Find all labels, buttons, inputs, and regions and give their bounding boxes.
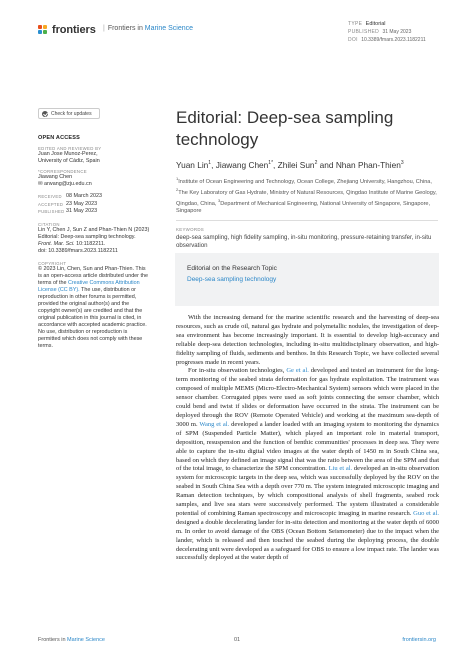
affil-num: 3 xyxy=(217,198,221,204)
author-sup: 3 xyxy=(400,160,404,167)
footer-journal-topic: Marine Science xyxy=(67,637,105,643)
text-run: For in-situ observation technologies, xyxy=(188,367,287,375)
citation-body: Lin Y, Chen J, Sun Z and Phan-Thien N (2023) Editorial: Deep-sea sampling technology. xyxy=(38,226,150,240)
text-run: developed an in-situ observation system for microscopic targets in the deep sea, which was successfully deployed by the ROV on the seabed in South China Sea with a depth over 770 m. The system integrated microscopic imaging and Raman detection techniques, by which compositional analysis of shell fragments, seabed rock samples, and live sea stars were successively performed. The system illustrated a considerable potential of combining Raman spectroscopy and microscopic imaging in marine research. xyxy=(176,465,439,517)
ref-wang-link[interactable]: Wang et al. xyxy=(199,420,230,428)
ref-ge-link[interactable]: Ge et al. xyxy=(286,367,309,375)
accepted-label: ACCEPTED xyxy=(38,201,64,207)
page-header xyxy=(0,0,474,60)
published-value: 31 May 2023 xyxy=(66,208,98,214)
article-header xyxy=(176,107,438,250)
check-updates-label: Check for updates xyxy=(51,110,92,117)
affil-num: 1 xyxy=(176,176,179,181)
published-value: 31 May 2023 xyxy=(382,29,412,35)
citation-text xyxy=(38,227,150,255)
text-run: developed a lander loaded with an imaging system to monitoring the dynamics of SPM (Suspended Particle Matter), which played an important role in material transport, deposition, resuspension and the function of benthic communities' processes in deep sea. They were able to capture the in-situ digital video images at the water depth of 1450 m in South China sea, based on which they defined an image signal that was the ratio between the area of the SPM and that of the total image, to characterize the SPM concentration. xyxy=(176,420,439,473)
article-dates xyxy=(38,193,150,216)
affiliations xyxy=(176,175,438,215)
received-value: 08 March 2023 xyxy=(66,193,102,199)
article-title: Editorial: Deep-sea sampling technology xyxy=(176,108,394,149)
divider xyxy=(176,220,438,221)
citation-label: CITATION xyxy=(38,221,60,227)
author-sup: 1* xyxy=(268,160,274,167)
keywords: deep-sea sampling, high fidelity sampling, in-situ monitoring, pressure-retaining transfer, in-situ observation xyxy=(176,233,432,249)
published-label: PUBLISHED xyxy=(38,209,65,214)
check-icon xyxy=(42,111,48,117)
author-name[interactable]: Nhan Phan-Thien xyxy=(335,160,401,170)
type-label: TYPE xyxy=(348,21,363,27)
keywords-label: KEYWORDS xyxy=(176,226,205,232)
copyright-label: COPYRIGHT xyxy=(38,260,67,266)
ref-guo-link[interactable]: Guo et al. xyxy=(413,509,439,517)
editor-affiliation: University of Cádiz, Spain xyxy=(38,158,100,164)
footer-journal-prefix: Frontiers in xyxy=(38,637,66,643)
paragraph: With the increasing demand for the marine scientific research and the harvesting of deep-sea resources, such as crude oil, natural gas hydrate and polymetallic nodules, the investigation of deep-sea environment has become increasingly important. It is essential to develop high-accuracy and reliable deep-sea detection technologies, including in-situ multidisciplinary observation, and high-fidelity sampling of fluids, sediments and benthos. In this Research Topic, we have collected several progresses made in recent years. xyxy=(176,314,439,366)
affil-num: 2 xyxy=(176,187,179,193)
text-run: designed a double decelerating lander for in-situ detection and monitoring at the water depth of 6000 m. In order to avoid damage of the OBS (Ocean Bottom Seismometer) due to the impact when the lander, which is released and then touched the seabed during the deploying process, the double decelerating unit were developed as a safeguard for OBS to ensure a low impact rate. The lander was successfully deployed at the water depth of xyxy=(176,518,439,562)
frontiers-logo-icon xyxy=(38,25,48,35)
cc-license-link[interactable]: Creative Commons Attribution License (CC BY). xyxy=(38,279,140,293)
doi-value[interactable]: 10.3389/fmars.2023.1182211 xyxy=(361,37,426,43)
affiliation-1: Institute of Ocean Engineering and Technology, Ocean College, Zhejiang University, Hangzhou, China, xyxy=(178,178,432,185)
edited-label: EDITED AND REVIEWED BY xyxy=(38,146,102,151)
journal-prefix: Frontiers in xyxy=(107,25,143,32)
frontiers-logo[interactable] xyxy=(38,24,96,36)
author-name[interactable]: Yuan Lin xyxy=(176,160,209,170)
affiliation-3: Department of Mechanical Engineering, National University of Singapore, Singapore, Singapore xyxy=(176,200,431,215)
article-meta xyxy=(348,20,426,44)
page-footer xyxy=(0,637,474,649)
author-name[interactable]: Jiawang Chen xyxy=(215,160,269,170)
divider: | xyxy=(103,25,105,32)
correspondence-email[interactable]: ✉ arwang@zju.edu.cn xyxy=(38,181,92,187)
citation-volume: 10:1182211. xyxy=(74,240,106,247)
editor-name: Juan Jose Munoz-Perez, xyxy=(38,151,98,157)
correspondence-name: Jiawang Chen xyxy=(38,174,73,180)
doi-label: DOI xyxy=(348,37,358,43)
check-for-updates-button[interactable] xyxy=(38,108,100,119)
article-body xyxy=(176,314,439,563)
author-sup: 2 xyxy=(314,160,318,167)
author-sup: 1 xyxy=(208,160,212,167)
accepted-value: 23 May 2023 xyxy=(66,200,98,207)
research-topic-box xyxy=(175,253,439,306)
journal-topic: Marine Science xyxy=(144,25,194,32)
author-name[interactable]: Zhilei Sun xyxy=(277,160,315,170)
sidebar xyxy=(38,108,150,350)
topic-label: Editorial on the Research Topic xyxy=(187,265,277,272)
footer-site-link[interactable]: frontiersin.org xyxy=(402,637,436,643)
author-list: Yuan Lin$^1$, Jiawang Chen$^{1*}$, Zhilei Sun$^2$ and Nhan Phan-Thien$^3$ xyxy=(176,160,404,170)
type-value: Editorial xyxy=(365,21,386,27)
citation-journal: Front. Mar. Sci. xyxy=(38,240,75,247)
research-topic-link[interactable]: Deep-sea sampling technology xyxy=(187,276,277,283)
copyright-pre: © 2023 Lin, Chen, Sun and Phan-Thien. This is an open-access article distributed under the terms of the xyxy=(38,265,148,286)
received-label: RECEIVED xyxy=(38,194,62,199)
correspondence-label: *CORRESPONDENCE xyxy=(38,169,87,174)
ref-liu-link[interactable]: Liu et al. xyxy=(328,465,353,473)
paragraph xyxy=(176,367,439,563)
published-label: PUBLISHED xyxy=(348,29,380,35)
page-number: 01 xyxy=(233,637,241,643)
text-run: developed and tested an instrument for the long-term monitoring of the seabed strata deformation for gas hydrate exploitation. The instrument was composed of multiple MEMS (Micro-Electro-Mechanical System) sensors which were placed in the sensor chamber. Corrugated pipes were used as soft joints connecting the sensor chamber, which could bend and twist if slides or deformation have occurred in the strata. The instrument can be deployed through the ROV (Remote Operated Vehicle) and working at the maximum sea-depth of 3000 m. xyxy=(176,367,440,428)
journal-name[interactable] xyxy=(103,25,193,32)
open-access-label: OPEN ACCESS xyxy=(38,135,81,141)
logo-text: frontiers xyxy=(52,24,96,36)
copyright-post: The use, distribution or reproduction in other forums is permitted, provided the original author(s) and the copyright owner(s) are credited and that the original publication in this journal is cited, in accordance with accepted academic practice. No use, distribution or reproduction is permitted which does not comply with these terms. xyxy=(38,286,147,349)
affiliation-2: The Key Laboratory of Gas Hydrate, Ministry of Natural Resources, Qingdao Institute of Marine Geology, Qingdao, China, xyxy=(176,189,437,207)
copyright-text xyxy=(38,266,150,350)
citation-doi[interactable]: doi: 10.3389/fmars.2023.1182211 xyxy=(38,247,118,254)
